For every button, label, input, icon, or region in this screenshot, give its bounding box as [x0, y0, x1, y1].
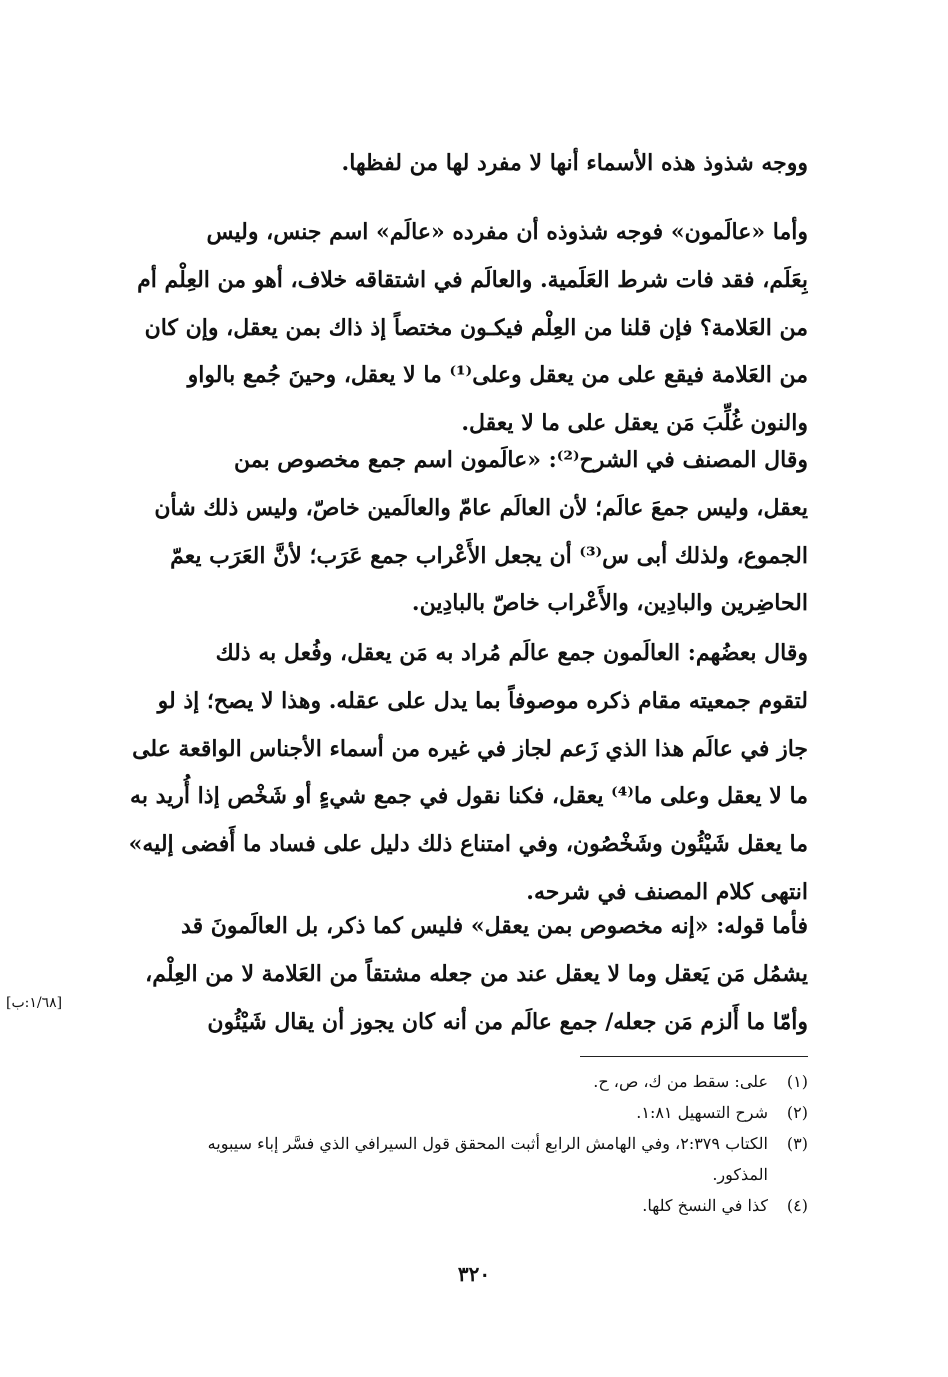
text-line: بِعَلَم، فقد فات شرط العَلَمية. والعالَم في اشتقاقه خلاف، أهو من العِلْم أم: [137, 266, 808, 293]
text-line: من العَلامة؟ فإن قلنا من العِلْم فيكـون مختصاً إذ ذاك بمن يعقل، وإن كان: [144, 314, 808, 341]
text-line: وأما «عالَمون» فوجه شذوذه أن مفرده «عالَم» اسم جنس، وليس: [206, 219, 808, 245]
page-number-text: ٣٢٠: [457, 1262, 491, 1286]
text-line: يشمُل مَن يَعقل وما لا يعقل عند من جعله مشتقاً من العَلامة لا من العِلْم،: [145, 960, 808, 987]
footnote: [104, 1190, 808, 1221]
paragraph-5: [104, 903, 808, 1046]
text-line: الحاضِرين والبادِين، والأَعْراب خاصّ بالبادِين.: [411, 590, 808, 617]
footnote-continuation: المذكور.: [712, 1165, 768, 1184]
text-line: وأمّا ما أَلزم مَن جعله/ جمع عالَم من أنه كان يجوز أن يقال شَيْئُون: [207, 1008, 808, 1035]
text-line: جاز في عالَم هذا الذي زَعم لجاز في غيره من أسماء الأجناس الواقعة على: [132, 735, 808, 762]
text-line: ما لا يعقل وعلى ما⁽⁴⁾ يعقل، فكنا نقول في جمع شيءٍ أو شَخْص إذا أُريد به: [130, 783, 808, 810]
footnote-text: على: سقط من ك، ص، ح.: [593, 1072, 768, 1091]
text-line: الجموع، ولذلك أبى س⁽³⁾ أن يجعل الأَعْراب جمع عَرَب؛ لأنَّ العَرَب يعمّ: [170, 542, 808, 569]
paragraph-2: [104, 209, 808, 448]
manuscript-folio-reference: [١/٦٨:ب]: [6, 995, 63, 1011]
text-line: وقال بعضُهم: العالَمون جمع عالَم مُراد به مَن يعقل، وفُعل به ذلك: [215, 640, 808, 666]
footnote: [104, 1128, 808, 1159]
text-line: من العَلامة فيقع على من يعقل وعلى⁽¹⁾ ما لا يعقل، وحينَ جُمع بالواو: [187, 362, 808, 389]
paragraph-4: [104, 630, 808, 917]
footnote: [104, 1097, 808, 1128]
footnote-number: (٣): [786, 1134, 808, 1153]
text-line: انتهى كلام المصنف في شرحه.: [526, 878, 808, 905]
text-line: فأما قوله: «إنه مخصوص بمن يعقل» فليس كما ذكر، بل العالَمونَ قد: [181, 913, 808, 939]
footnote-number: (٤): [786, 1196, 808, 1215]
footnote-number: (١): [786, 1072, 808, 1091]
footnote-text: شرح التسهيل ١:٨١.: [636, 1103, 768, 1122]
paragraph-1: [104, 140, 808, 188]
footnote-divider: [580, 1056, 808, 1057]
text-line: لتقوم جمعيته مقام ذكره موصوفاً بما يدل على عقله. وهذا لا يصح؛ إذ لو: [157, 687, 808, 714]
footnote-number: (٢): [786, 1103, 808, 1122]
footnote-text: الكتاب ٢:٣٧٩، وفي الهامش الرابع أثبت المحقق قول السيرافي الذي فسَّر إباء سيبويه: [207, 1134, 768, 1153]
paragraph-3: [104, 437, 808, 628]
text-line: يعقل، وليس جمعَ عالَم؛ لأن العالَم عامّ والعالَمين خاصّ، وليس ذلك شأن: [154, 494, 808, 521]
footnotes: [104, 1066, 808, 1221]
text-line: ووجه شذوذ هذه الأسماء أنها لا مفرد لها من لفظها.: [341, 150, 808, 176]
text-line: ما يعقل شَيْئُون وشَخْصُون، وفي امتناع ذلك دليل على فساد ما أَفضى إليه»: [128, 831, 808, 858]
footnote-text: كذا في النسخ كلها.: [642, 1196, 768, 1215]
text-line: وقال المصنف في الشرح⁽²⁾: «عالَمون اسم جمع مخصوص بمن: [234, 447, 808, 473]
text-line: والنون غُلِّبَ مَن يعقل على ما لا يعقل.: [461, 410, 808, 437]
